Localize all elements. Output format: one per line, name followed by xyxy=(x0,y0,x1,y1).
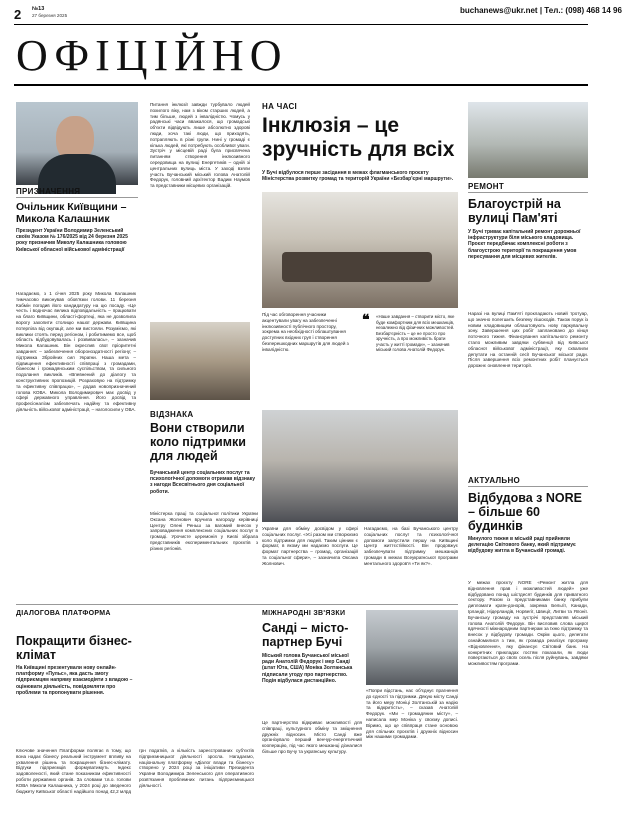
sister-label: МІЖНАРОДНІ ЗВ'ЯЗКИ xyxy=(262,610,346,617)
inclusion-title: Інклюзія – це зручність для всіх xyxy=(262,114,455,161)
inclusion-quote: «Наше завдання – створити місто, яке буде комфортним для всіх мешканців, незалежно від фізичних можливостей. Безбар'єрність – це не просто про зручність, а про можливість брати участь у житті громади», – зазначив міський голова Анатолій Федорук. xyxy=(376,314,455,352)
appointment-body: Нагадаємо, з 1 січня 2025 року Микола Калашник тимчасово виконував обов'язки голови. 11 березня Кабмін погодив його кандидатуру на цю посаду. «Це честь і водночас велика відповідальність – працювати на благо Київщини, області-фортеці, яка не дозволила ворогу захопити столицю нашої держави. Київщина потерпіла від окупації, але ми вистояли. Розуміємо, які виклики стоять перед регіоном, і робитимемо все, щоб область відбудовувалась і розвивалась», – зазначив Микола Калашник. Він окреслив свої пріоритетні завдання: – забезпечення обороноздатності регіону; – підтримка Збройних сил України. Наша мета – підвищення ефективності співпраці з громадами, бізнесом і громадянським суспільством, та сильного подолання викликів. «Впевнений до діалогу та конструктивних пропозицій. Розраховую на підтримку та ефективну співпрацю», – додав новопризначений голова КОВА. Микола Володимирович має досвід у сфері державного управління. Його досвід та професіоналізм забезпечать надійну та ефективну діяльність військової адміністрації, – наголосили у ОВА. xyxy=(16,291,136,412)
social-col3: Нагадаємо, на базі Бучанського центру соціальних послуг та психологічної допомоги запустили першу на Київщині Центр життєстійкості. Він продовжує забезпечувати підтримку мешканців громади в межах Всеукраїнської програми ментального здоров'я «Ти як?». xyxy=(364,526,458,566)
conference-photo xyxy=(262,192,458,308)
inclusion-intro-text: Питання інклюзії завжди турбувало людей похилого віку, нам з віком старших людей, а тим більше, людей з інвалідністю. Чомусь у радянські часи вважалося, що громадські об'єкти відвідують лише абсолютно здорові люди, хоча такі люди, що приходять, потрапляють в різні групи. Нині у громаді є кілька людей, які потребують особливої уваги. Зустріч у місцевій раді була присвячена питанням створення інклюзивного середовища на вулиці Енергетиків – одній зі центральних вулиць міста. У заході взяли участь Бучанський міський голова Анатолій Федорук, головний архітектор Вадим Наумов та представники місцевих організацій. xyxy=(150,102,250,189)
sister-title: Санді – місто-партнер Бучі xyxy=(262,621,349,649)
online-signing-photo xyxy=(366,610,458,685)
phone-number: | Тел.: (098) 468 14 96 xyxy=(539,6,622,15)
appointment-label: ПРИЗНАЧЕННЯ xyxy=(16,187,81,196)
nore-rule xyxy=(468,486,588,487)
appointment-rule xyxy=(16,197,138,198)
header-rule xyxy=(14,24,588,25)
nore-lead: Минулого тижня в міській раді прийняли делегацію Світового банку, який підтримує відбудову житла в Бучанській громаді. xyxy=(468,536,576,555)
appointment-title: Очільник Київщини – Микола Калашник xyxy=(16,201,127,225)
appointment-lead: Президент України Володимир Зеленський своїм Указом № 176/2025 від 24 березня 2025 року призначив Миколу Калашника головою Київської обласної військової адміністрації xyxy=(16,228,128,253)
sister-body-2: «Попри відстань, нас об'єднує прагнення до єдності та підтримки. Дякую місту Санді та його меру Моніці Золтанській за надію та відкритість», – сказав Анатолій Федорук. «Ми – громадянин місту», – написала мер Моніка у своєму дописі. Віримо, що це співпраця стане основою для спільних проєктів і дружніх відносин між нашими громадами. xyxy=(366,688,458,740)
inclusion-lead: У Бучі відбулося перше засідання в межах флагманського проєкту Міністерства розвитку громад та територій України «Безбар'єрні маршрути». xyxy=(262,170,454,183)
email-link[interactable]: buchanews@ukr.net xyxy=(460,6,538,15)
social-lead: Бучанський центр соціальних послуг та психологічної допомоги отримав відзнаку з нагоди Всесвітнього дня соціальної роботи. xyxy=(150,470,255,495)
inclusion-left-col: Під час обговорення учасники акцентували увагу на забезпеченні інклюзивності публічного простору, зокрема на необхідності облаштування доступних вхідних груп і створення безперешкодних маршрутів для людей з інвалідністю. xyxy=(262,312,349,352)
diia-body: Ключове значення Платформи полягає в тому, що вона надає бізнесу реальний інструмент впливу на ухвалення рішень та покращення бізнес-клімату. Відгуки підприємців формуватимуть Індекс задоволеності, який стане показником ефективності роботи державних органів. За словами т.в.о. голови КОВА Миколи Калашника, у 2024 році до зведеного бюджету Київської області надійшло понад 42,2 млрд грн податків, а кількість зареєстрованих суб'єктів підприємницької діяльності зросла. Нагадаємо, національну платформу «Діалог влади та бізнесу» створено у 2024 році за ініціативи Президента України Володимира Зеленського для оперативного розв'язання проблемних питань підприємницької діяльності. xyxy=(16,748,254,794)
repair-lead: У Бучі триває капітальний ремонт дорожньої інфраструктури біля міського кладовища. Проєкт передбачає комплексні роботи з благоустрою території та покращення умов пересування для місцевих жителів. xyxy=(468,229,581,260)
issue-number: №13 xyxy=(32,6,45,12)
diia-lead: На Київщині презентували нову онлайн-платформу «Пульс», яка дасть змогу підприємцям напряму взаємодіяти з владою – оцінювати діяльність, повідомляти про проблеми та пропонувати рішення. xyxy=(16,665,133,696)
quote-icon: ❝ xyxy=(362,311,370,327)
street-photo xyxy=(468,102,588,178)
title-rule xyxy=(14,84,588,86)
repair-body: Наразі на вулиці Пам'яті прокладають новий тротуар, що значно полегшить безпеку пішоходів. Також порук із новим кладовищем облаштовують нову паркувальну зону. Завершення цих робіт заплановано до кінця поточного тижня. Фінансування капітального ремонту стало можливим завдяки субвенції від Київської обласної військової адміністрації, яку схвалили депутати на останній сесії Бучанської міської ради. Після завершення всіх ремонтних робіт планується дорожнє оновлення території. xyxy=(468,311,588,369)
page-number: 2 xyxy=(14,7,22,22)
sister-lead: Міський голова Бучанської міської ради Анатолій Федорук і мер Санді (штат Юта, США) Моніка Золтанська підписали угоду про партнерство. Подія відбулася дистанційно. xyxy=(262,653,353,684)
issue-date: 27 березня 2025 xyxy=(32,13,68,18)
nore-body: У межах проєкту NORE «Ремонт житла для відновлення прав і можливостей людей» уже відбудовано понад шістдесят будинків для приватного сектору. Разом із представниками банку прибули дипломати країн-донорів, зокрема Бельгії, Канади, Ірландії, Нідерландів, Норвегії, Швеції, Литви та Японії. Бучанську громаду на зустрічі представляв міський голова Анатолій Федорук. Він висловив слова щирої вдячності міжнародним партнерам за їхню підтримку та внесок у відбудову громади. Окрім цього, делегати ознайомилися з тим, як громада реалізує програму «Відновлення», яку фінансує Світовий банк. На конкретних прикладах гостям показали, як люди повертаються до своїх осель після руйнувань, завдяки можливостям програми. xyxy=(468,580,588,667)
meeting-photo xyxy=(150,322,250,400)
award-group-photo xyxy=(262,410,458,522)
repair-title: Благоустрій на вулиці Пам'яті xyxy=(468,197,561,225)
bottom-section-rule xyxy=(16,604,458,605)
repair-label: РЕМОНТ xyxy=(468,182,505,191)
nore-label: АКТУАЛЬНО xyxy=(468,476,521,485)
social-label: ВІДЗНАКА xyxy=(150,410,194,419)
social-col1: Міністерка праці та соціальної політики України Оксана Жолнович вручила нагороду керівниці Центру Олені Реньш за вагомий внесок у запровадження комплексних соціальних послуг в громаді. Урочисте церемонія у Києві зібрала представників експериментальних проєктів з різних регіонів. xyxy=(150,511,258,551)
social-title: Вони створили коло підтримки для людей xyxy=(150,421,246,463)
diia-title: Покращити бізнес-клімат xyxy=(16,634,132,662)
diia-label: ДІАЛОГОВА ПЛАТФОРМА xyxy=(16,610,111,617)
social-col2: України для обміну досвідом у сфері соціальних послуг. «Усі разом ми створюємо коло підтримки для людей. Таким цінним є формат, в якому ми надаємо послуги. Це формат партнерства – громад, організацій та соціальної сфери», – зазначила Оксана Жолнович. xyxy=(262,526,358,566)
repair-rule xyxy=(468,192,588,193)
inclusion-label: НА ЧАСІ xyxy=(262,102,298,111)
nore-title: Відбудова з NORE – більше 60 будинків xyxy=(468,491,582,533)
kalashnyk-photo xyxy=(16,102,138,185)
sister-body: Це партнерство відкриває можливості для співпраці, культурного обміну та зміцнення дружніх відносин. Місто Санді вже організувало перший венчур-енергетичний кооперацію, під час якого мешканці дізналися більше про Бучу та українську культуру. xyxy=(262,720,362,754)
page-title: ОФІЦІЙНО xyxy=(16,31,288,80)
